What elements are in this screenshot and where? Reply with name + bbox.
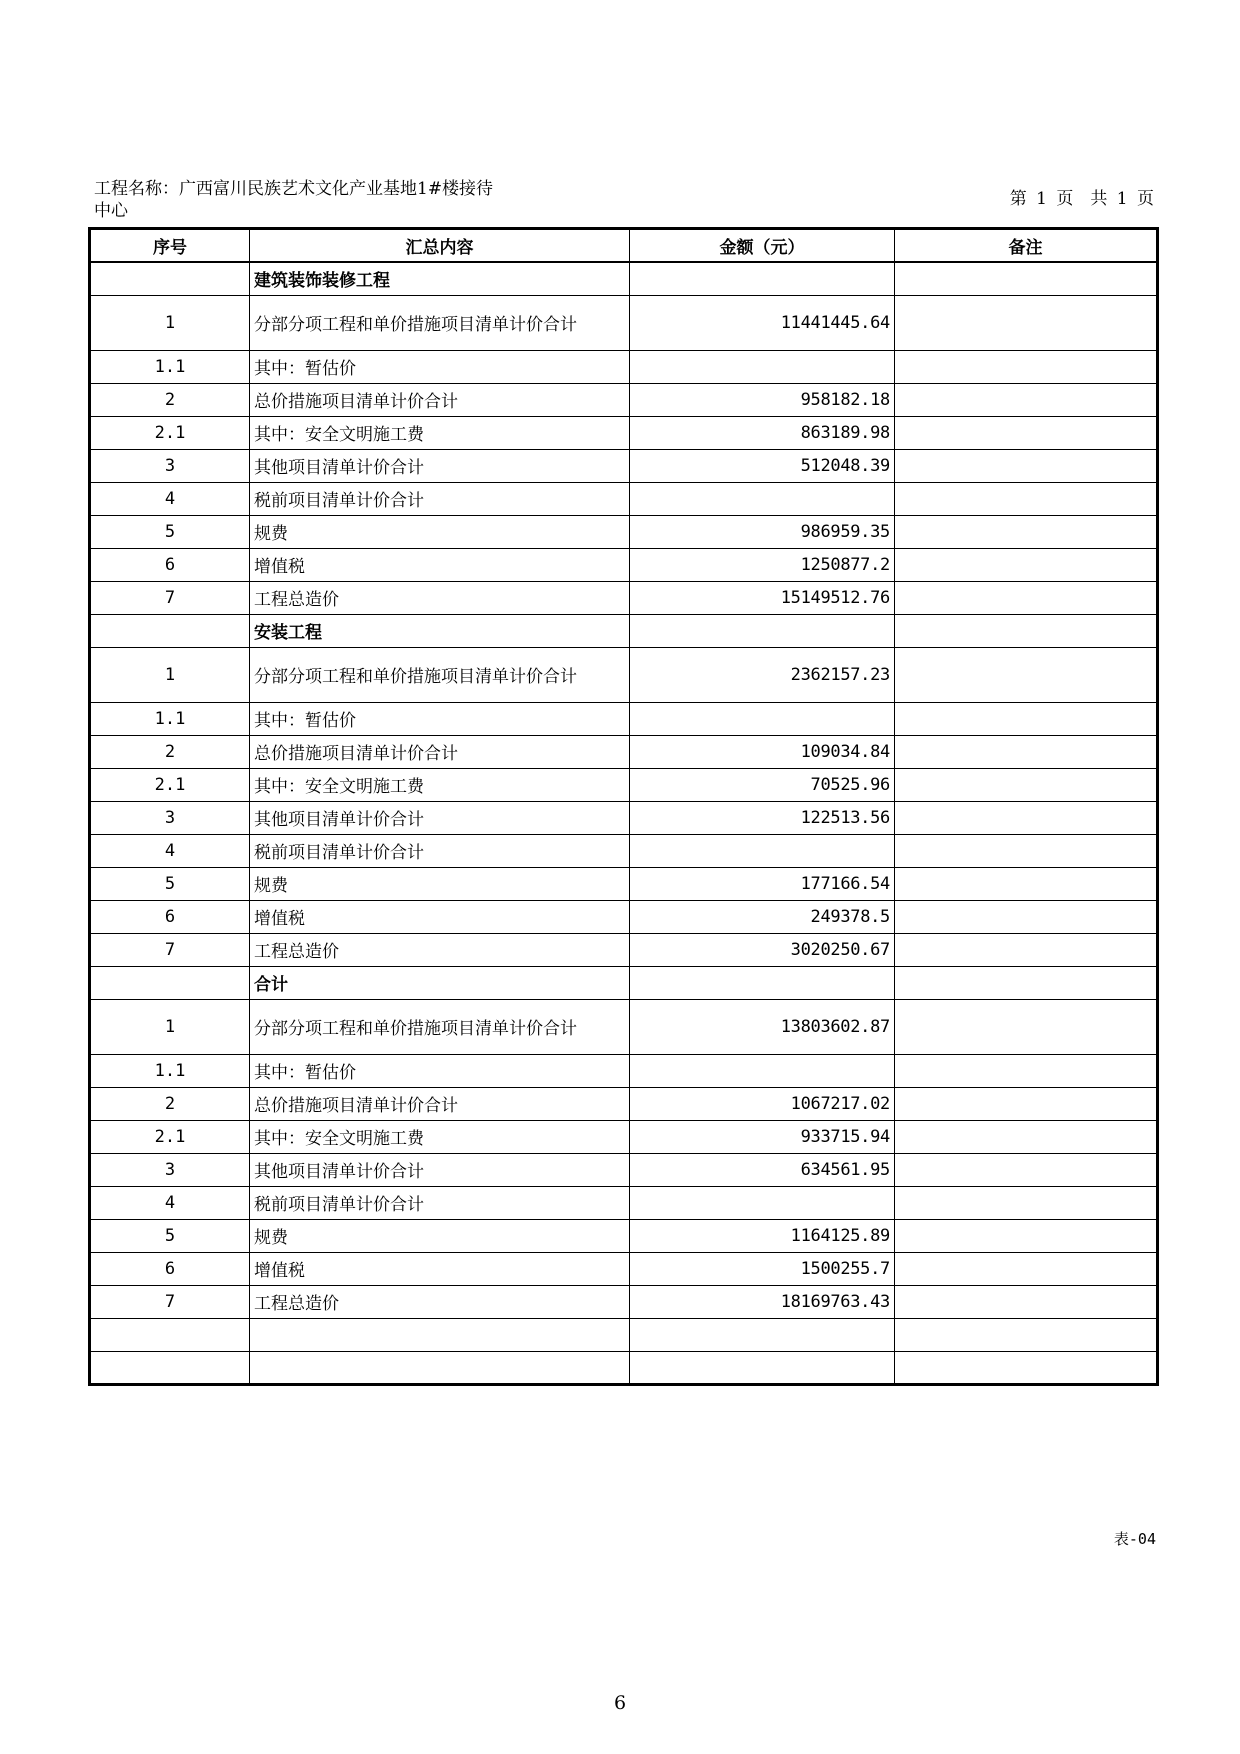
content-cell: 其他项目清单计价合计 — [250, 1153, 630, 1186]
content-cell: 分部分项工程和单价措施项目清单计价合计 — [250, 295, 630, 350]
table-body — [90, 262, 1158, 1384]
note-cell — [895, 647, 1158, 702]
amount-cell — [630, 262, 895, 295]
seq-cell: 6 — [90, 900, 250, 933]
content-cell: 规费 — [250, 1219, 630, 1252]
seq-cell: 3 — [90, 801, 250, 834]
note-cell — [895, 702, 1158, 735]
content-cell: 其他项目清单计价合计 — [250, 801, 630, 834]
amount-cell: 933715.94 — [630, 1120, 895, 1153]
content-cell — [250, 1318, 630, 1351]
section-row — [90, 966, 1158, 999]
blank-row — [90, 1351, 1158, 1384]
table-row — [90, 1120, 1158, 1153]
note-cell — [895, 295, 1158, 350]
seq-cell: 2.1 — [90, 768, 250, 801]
seq-cell: 4 — [90, 1186, 250, 1219]
content-cell — [250, 1351, 630, 1384]
amount-cell — [630, 350, 895, 383]
project-name — [94, 178, 544, 222]
note-cell — [895, 383, 1158, 416]
note-cell — [895, 768, 1158, 801]
table-row — [90, 834, 1158, 867]
amount-cell: 249378.5 — [630, 900, 895, 933]
amount-cell: 122513.56 — [630, 801, 895, 834]
page-info: 第 1 页 共 1 页 — [1009, 189, 1154, 209]
table-row — [90, 515, 1158, 548]
seq-cell: 3 — [90, 449, 250, 482]
table-row — [90, 1054, 1158, 1087]
blank-row — [90, 1318, 1158, 1351]
amount-cell: 11441445.64 — [630, 295, 895, 350]
content-cell: 其中：暂估价 — [250, 350, 630, 383]
table-row — [90, 416, 1158, 449]
content-cell: 总价措施项目清单计价合计 — [250, 1087, 630, 1120]
amount-cell — [630, 702, 895, 735]
seq-cell — [90, 966, 250, 999]
note-cell — [895, 801, 1158, 834]
content-cell: 其他项目清单计价合计 — [250, 449, 630, 482]
content-cell: 增值税 — [250, 548, 630, 581]
table-row — [90, 1087, 1158, 1120]
table-row — [90, 1252, 1158, 1285]
seq-cell: 7 — [90, 581, 250, 614]
section-title: 建筑装饰装修工程 — [250, 262, 630, 295]
table-row — [90, 1219, 1158, 1252]
seq-cell: 6 — [90, 1252, 250, 1285]
seq-cell: 4 — [90, 482, 250, 515]
seq-cell: 3 — [90, 1153, 250, 1186]
table-row — [90, 1153, 1158, 1186]
content-cell: 增值税 — [250, 900, 630, 933]
table-row — [90, 999, 1158, 1054]
column-header-amount: 金额（元） — [630, 229, 895, 263]
note-cell — [895, 1186, 1158, 1219]
amount-cell — [630, 1186, 895, 1219]
table-row — [90, 295, 1158, 350]
project-name-line-2: 中心 — [94, 201, 128, 221]
page-number: 6 — [613, 1692, 627, 1714]
amount-cell: 177166.54 — [630, 867, 895, 900]
note-cell — [895, 548, 1158, 581]
project-name-line-1: 工程名称：广西富川民族艺术文化产业基地1#楼接待 — [94, 179, 494, 199]
note-cell — [895, 933, 1158, 966]
amount-cell: 1250877.2 — [630, 548, 895, 581]
table-row — [90, 548, 1158, 581]
table-row — [90, 702, 1158, 735]
content-cell: 其中：暂估价 — [250, 1054, 630, 1087]
seq-cell — [90, 1318, 250, 1351]
seq-cell: 1 — [90, 647, 250, 702]
section-row — [90, 614, 1158, 647]
amount-cell — [630, 834, 895, 867]
note-cell — [895, 867, 1158, 900]
section-row — [90, 262, 1158, 295]
content-cell: 工程总造价 — [250, 933, 630, 966]
amount-cell: 958182.18 — [630, 383, 895, 416]
note-cell — [895, 1252, 1158, 1285]
table-row — [90, 1186, 1158, 1219]
note-cell — [895, 1120, 1158, 1153]
note-cell — [895, 515, 1158, 548]
note-cell — [895, 581, 1158, 614]
content-cell: 工程总造价 — [250, 1285, 630, 1318]
seq-cell: 1.1 — [90, 350, 250, 383]
table-row — [90, 933, 1158, 966]
amount-cell — [630, 1054, 895, 1087]
content-cell: 税前项目清单计价合计 — [250, 1186, 630, 1219]
note-cell — [895, 735, 1158, 768]
seq-cell: 2.1 — [90, 1120, 250, 1153]
content-cell: 总价措施项目清单计价合计 — [250, 383, 630, 416]
content-cell: 其中：安全文明施工费 — [250, 1120, 630, 1153]
table-row — [90, 449, 1158, 482]
seq-cell: 7 — [90, 933, 250, 966]
form-code: 表-04 — [1113, 1530, 1156, 1548]
seq-cell — [90, 262, 250, 295]
column-header-note: 备注 — [895, 229, 1158, 263]
content-cell: 其中：安全文明施工费 — [250, 416, 630, 449]
content-cell: 其中：安全文明施工费 — [250, 768, 630, 801]
table-row — [90, 647, 1158, 702]
seq-cell: 4 — [90, 834, 250, 867]
note-cell — [895, 1351, 1158, 1384]
section-title: 合计 — [250, 966, 630, 999]
content-cell: 分部分项工程和单价措施项目清单计价合计 — [250, 999, 630, 1054]
column-header-seq: 序号 — [90, 229, 250, 263]
table-row — [90, 768, 1158, 801]
content-cell: 总价措施项目清单计价合计 — [250, 735, 630, 768]
table-row — [90, 735, 1158, 768]
table-row — [90, 383, 1158, 416]
note-cell — [895, 1285, 1158, 1318]
content-cell: 其中：暂估价 — [250, 702, 630, 735]
summary-table — [88, 227, 1159, 1386]
amount-cell: 2362157.23 — [630, 647, 895, 702]
table-row — [90, 482, 1158, 515]
content-cell: 工程总造价 — [250, 581, 630, 614]
seq-cell: 5 — [90, 1219, 250, 1252]
note-cell — [895, 1153, 1158, 1186]
seq-cell: 2 — [90, 735, 250, 768]
amount-cell: 986959.35 — [630, 515, 895, 548]
table-row — [90, 350, 1158, 383]
note-cell — [895, 900, 1158, 933]
amount-cell: 13803602.87 — [630, 999, 895, 1054]
content-cell: 税前项目清单计价合计 — [250, 834, 630, 867]
note-cell — [895, 1219, 1158, 1252]
content-cell: 规费 — [250, 515, 630, 548]
note-cell — [895, 1087, 1158, 1120]
amount-cell: 18169763.43 — [630, 1285, 895, 1318]
seq-cell — [90, 614, 250, 647]
note-cell — [895, 1318, 1158, 1351]
seq-cell: 2 — [90, 383, 250, 416]
seq-cell: 1.1 — [90, 1054, 250, 1087]
content-cell: 增值税 — [250, 1252, 630, 1285]
amount-cell — [630, 1318, 895, 1351]
note-cell — [895, 834, 1158, 867]
note-cell — [895, 449, 1158, 482]
amount-cell: 15149512.76 — [630, 581, 895, 614]
amount-cell — [630, 482, 895, 515]
table-row — [90, 900, 1158, 933]
seq-cell: 7 — [90, 1285, 250, 1318]
seq-cell: 2.1 — [90, 416, 250, 449]
table-row — [90, 581, 1158, 614]
note-cell — [895, 482, 1158, 515]
amount-cell — [630, 1351, 895, 1384]
amount-cell: 70525.96 — [630, 768, 895, 801]
table-row — [90, 801, 1158, 834]
section-title: 安装工程 — [250, 614, 630, 647]
content-cell: 分部分项工程和单价措施项目清单计价合计 — [250, 647, 630, 702]
amount-cell: 3020250.67 — [630, 933, 895, 966]
amount-cell: 512048.39 — [630, 449, 895, 482]
amount-cell — [630, 614, 895, 647]
note-cell — [895, 614, 1158, 647]
table-header-row — [90, 229, 1158, 263]
seq-cell: 5 — [90, 867, 250, 900]
note-cell — [895, 350, 1158, 383]
amount-cell: 1500255.7 — [630, 1252, 895, 1285]
note-cell — [895, 416, 1158, 449]
seq-cell: 5 — [90, 515, 250, 548]
seq-cell: 1 — [90, 999, 250, 1054]
content-cell: 税前项目清单计价合计 — [250, 482, 630, 515]
table-row — [90, 867, 1158, 900]
table-row — [90, 1285, 1158, 1318]
note-cell — [895, 966, 1158, 999]
note-cell — [895, 262, 1158, 295]
amount-cell: 1067217.02 — [630, 1087, 895, 1120]
amount-cell: 634561.95 — [630, 1153, 895, 1186]
note-cell — [895, 999, 1158, 1054]
seq-cell: 2 — [90, 1087, 250, 1120]
seq-cell — [90, 1351, 250, 1384]
amount-cell — [630, 966, 895, 999]
column-header-content: 汇总内容 — [250, 229, 630, 263]
seq-cell: 6 — [90, 548, 250, 581]
amount-cell: 1164125.89 — [630, 1219, 895, 1252]
amount-cell: 109034.84 — [630, 735, 895, 768]
amount-cell: 863189.98 — [630, 416, 895, 449]
content-cell: 规费 — [250, 867, 630, 900]
seq-cell: 1 — [90, 295, 250, 350]
note-cell — [895, 1054, 1158, 1087]
seq-cell: 1.1 — [90, 702, 250, 735]
